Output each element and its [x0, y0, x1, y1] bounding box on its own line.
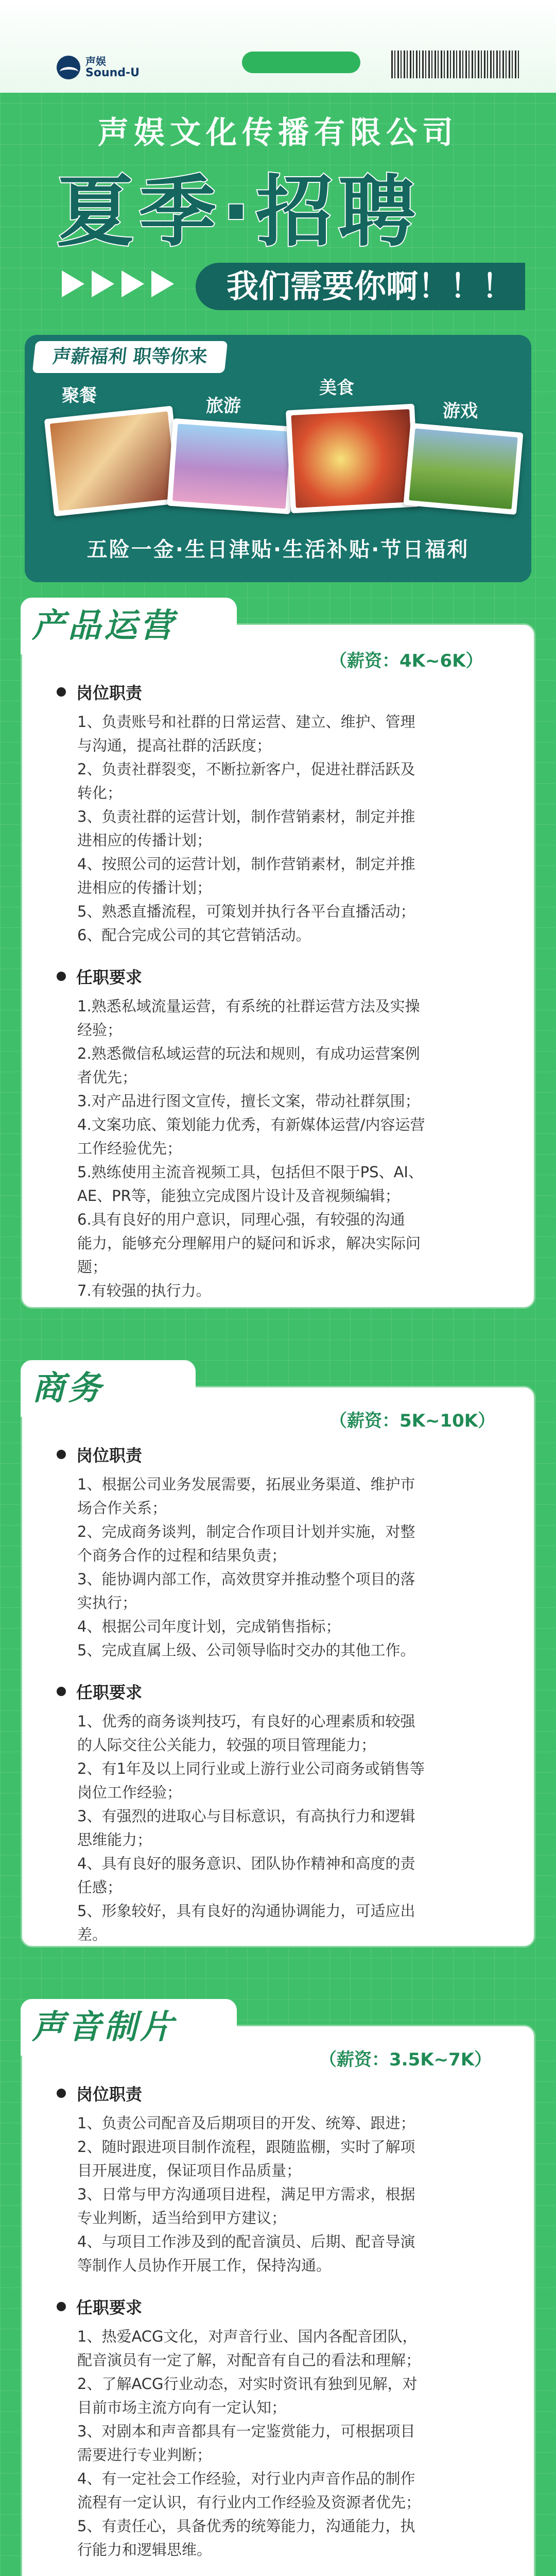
- arrow-right-icon: [62, 270, 84, 297]
- job-salary: （薪资：3.5K~7K）: [319, 2049, 492, 2070]
- duties-list: 1、负责账号和社群的日常运营、建立、维护、管理 与沟通，提高社群的活跃度； 2、负责社群裂变，不断拉新客户，促进社群活跃及 转化； 3、负责社群的运营计划，制作营销素材，制定并推 进相应的传播计划； 4、按照公司的运营计划，制作营销素材，制定并推 进相应的传播计划； 5、熟悉直播流程，可策划并执行各平台直播活动； 6、配合完成公司的其它营销活动。: [77, 713, 415, 944]
- requirements-list: 1、热爱ACG文化，对声音行业、国内各配音团队， 配音演员有一定了解，对配音有自己的看法和理解； 2、了解ACG行业动态，对实时资讯有独到见解，对 目前市场主流方向有一定认知； 3、对剧本和声音都具有一定鉴赏能力，可根据项目 需要进行专业判断； 4、有一定社会工作经验，对行业内声音作品的制作 流程有一定认识，有行业内工作经验及资源者优先； 5、有责任心，具备优秀的统筹能力，沟通能力，执 行能力和逻辑思维。: [77, 2328, 421, 2558]
- arrow-right-icon: [121, 270, 144, 297]
- duties-list: 1、根据公司业务发展需要，拓展业务渠道、维护市 场合作关系； 2、完成商务谈判，制定合作项目计划并实施，对整 个商务合作的过程和结果负责； 3、能协调内部工作，高效贯穿并推动整个项目的落 实执行； 4、根据公司年度计划，完成销售指标； 5、完成直属上级、公司领导临时交办的其他工作。: [77, 1476, 415, 1659]
- requirements-list: 1.熟悉私域流量运营，有系统的社群运营方法及实操 经验； 2.熟悉微信私域运营的玩法和规则，有成功运营案例 者优先； 3.对产品进行图文宣传，擅长文案，带动社群氛围； 4.文案功底、策划能力优秀，有新媒体运营/内容运营 工作经验优先； 5.熟练使用主流音视频工具，包括但不限于PS、AI、 AE、PR等，能独立完成图片设计及音视频编辑； 6.具有良好的用户意识，同理心强，有较强的沟通 能力，能够充分理解用户的疑问和诉求，解决实际问 题； 7.有较强的执行力。: [77, 997, 425, 1299]
- bullet-icon: [57, 2302, 66, 2311]
- job-body: [57, 680, 515, 1302]
- job-salary: （薪资：5K~10K）: [329, 1411, 496, 1431]
- arrow-decoration: [62, 270, 174, 297]
- logo: [57, 56, 140, 79]
- company-name: 声娱文化传播有限公司: [98, 115, 458, 151]
- section-duties: 岗位职责: [57, 2081, 515, 2105]
- photo-travel: [167, 418, 296, 514]
- bullet-icon: [57, 1450, 66, 1459]
- job-body: [57, 2081, 515, 2562]
- headline: 夏季·招聘: [57, 167, 421, 257]
- photo-label-travel: 旅游: [206, 396, 241, 416]
- barcode-icon: [391, 50, 520, 78]
- logo-icon: [57, 56, 80, 79]
- bullet-icon: [57, 972, 66, 981]
- section-duties: 岗位职责: [57, 680, 515, 704]
- photo-food: [286, 404, 420, 514]
- photo-label-food: 美食: [319, 378, 354, 398]
- job-body: [57, 1443, 515, 1946]
- benefits-tag: 声薪福利 职等你来: [32, 341, 228, 373]
- slogan-banner: 我们需要你啊！！！: [196, 263, 525, 310]
- photo-games: [403, 423, 523, 515]
- arrow-right-icon: [151, 270, 174, 297]
- logo-cn: 声娱: [85, 55, 106, 67]
- arrow-right-icon: [92, 270, 114, 297]
- job-title: 声音制片: [21, 1999, 237, 2056]
- section-duties: 岗位职责: [57, 1443, 515, 1466]
- bullet-icon: [57, 2089, 66, 2098]
- logo-en: Sound-U: [85, 66, 140, 79]
- section-requirements: 任职要求: [57, 1680, 515, 1703]
- photo-label-games: 游戏: [443, 401, 478, 421]
- duties-list: 1、负责公司配音及后期项目的开发、统筹、跟进； 2、随时跟进项目制作流程，跟随监棚，实时了解项 目开展进度，保证项目作品质量； 3、日常与甲方沟通项目进程，满足甲方需求，根据 专业判断，适当给到甲方建议； 4、与项目工作涉及到的配音演员、后期、配音导演 等制作人员协作开展工作，保持沟通。: [77, 2114, 415, 2274]
- decorative-pill: [242, 52, 360, 73]
- benefits-summary: 五险一金·生日津贴·生活补贴·节日福利: [86, 538, 470, 562]
- job-title: 商务: [21, 1360, 196, 1417]
- section-requirements: 任职要求: [57, 964, 515, 988]
- job-salary: （薪资：4K~6K）: [329, 651, 483, 671]
- bullet-icon: [57, 687, 66, 697]
- section-requirements: 任职要求: [57, 2295, 515, 2318]
- bullet-icon: [57, 1687, 66, 1696]
- photo-dining: [44, 405, 182, 516]
- job-title: 产品运营: [21, 598, 237, 654]
- photo-label-dining: 聚餐: [62, 385, 97, 406]
- requirements-list: 1、优秀的商务谈判技巧，有良好的心理素质和较强 的人际交往公关能力，较强的项目管理能力； 2、有1年及以上同行业或上游行业公司商务或销售等 岗位工作经验； 3、有强烈的进取心与目标意识，有高执行力和逻辑 思维能力； 4、具有良好的服务意识、团队协作精神和高度的责 任感； 5、形象较好，具有良好的沟通协调能力，可适应出 差。: [77, 1713, 425, 1943]
